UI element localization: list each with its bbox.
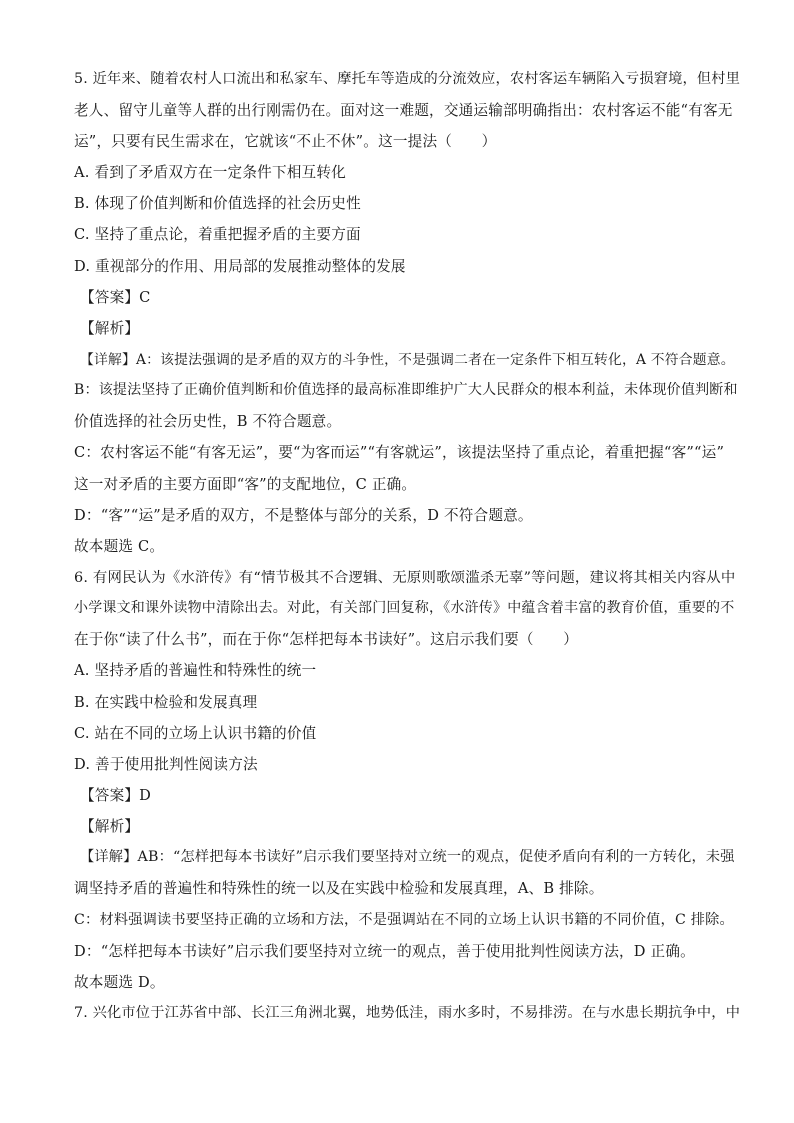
q6-stem-line-2: 小学课文和课外读物中清除出去。对此，有关部门回复称，《水浒传》中蕴含着丰富的教育价值，重要的不 xyxy=(74,600,735,616)
q5-answer: 【答案】C xyxy=(80,289,151,306)
q6-analysis-line-1: 【详解】AB：“怎样把每本书读好”启示我们要坚持对立统一的观点，促使矛盾向有利的一方转化，未强 xyxy=(80,849,735,865)
q7-stem-line-1: 7. 兴化市位于江苏省中部、长江三角洲北翼，地势低洼，雨水多时，不易排涝。在与水患长期抗争中，中 xyxy=(74,1005,741,1021)
q6-option-b: B. 在实践中检验和发展真理 xyxy=(74,694,258,711)
q6-option-c: C. 站在不同的立场上认识书籍的价值 xyxy=(74,725,317,742)
q5-analysis-label: 【解析】 xyxy=(80,320,140,337)
q6-analysis-label: 【解析】 xyxy=(80,818,140,835)
q5-option-b: B. 体现了价值判断和价值选择的社会历史性 xyxy=(74,195,361,212)
q6-stem-line-3: 在于你“读了什么书”，而在于你“怎样把每本书读好”。这启示我们要（ ） xyxy=(74,631,579,648)
q5-stem-line-3: 运”，只要有民生需求在，它就该“不止不休”。这一提法（ ） xyxy=(74,133,497,150)
q6-analysis-line-3: C：材料强调读书要坚持正确的立场和方法，不是强调站在不同的立场上认识书籍的不同价值，C 排除。 xyxy=(74,912,734,928)
q5-option-d: D. 重视部分的作用、用局部的发展推动整体的发展 xyxy=(74,258,406,275)
q6-stem-line-1: 6. 有网民认为《水浒传》有“情节极其不合逻辑、无原则歌颂滥杀无辜”等问题，建议将其相关内容从中 xyxy=(74,570,736,586)
q6-conclusion: 故本题选 D。 xyxy=(74,974,165,991)
q5-option-a: A. 看到了矛盾双方在一定条件下相互转化 xyxy=(74,164,346,181)
q5-stem-line-1: 5. 近年来、随着农村人口流出和私家车、摩托车等造成的分流效应，农村客运车辆陷入亏损窘境，但村里 xyxy=(74,71,741,87)
q5-option-c: C. 坚持了重点论，着重把握矛盾的主要方面 xyxy=(74,226,361,243)
q5-analysis-line-5: 这一对矛盾的主要方面即“客”的支配地位，C 正确。 xyxy=(74,476,417,493)
q6-analysis-line-2: 调坚持矛盾的普遍性和特殊性的统一以及在实践中检验和发展真理，A、B 排除。 xyxy=(74,880,604,897)
q6-answer: 【答案】D xyxy=(80,787,152,804)
q5-analysis-line-3: 价值选择的社会历史性，B 不符合题意。 xyxy=(74,413,342,430)
q5-analysis-line-4: C：农村客运不能“有客无运”，要“为客而运”“有客就运”，该提法坚持了重点论，着重把握“客”“运” xyxy=(74,444,725,461)
q5-analysis-line-1: 【详解】A：该提法强调的是矛盾的双方的斗争性，不是强调二者在一定条件下相互转化，A 不符合题意。 xyxy=(80,352,735,368)
q5-analysis-line-2: B：该提法坚持了正确价值判断和价值选择的最高标准即维护广大人民群众的根本利益，未体现价值判断和 xyxy=(74,382,738,398)
q6-option-a: A. 坚持矛盾的普遍性和特殊性的统一 xyxy=(74,662,317,679)
q6-analysis-line-4: D：“怎样把每本书读好”启示我们要坚持对立统一的观点，善于使用批判性阅读方法，D 正确。 xyxy=(74,943,695,960)
q5-stem-line-2: 老人、留守儿童等人群的出行刚需仍在。面对这一难题，交通运输部明确指出：农村客运不能“有客无 xyxy=(74,102,733,119)
q6-option-d: D. 善于使用批判性阅读方法 xyxy=(74,756,258,773)
q5-conclusion: 故本题选 C。 xyxy=(74,538,165,555)
q5-analysis-line-6: D：“客”“运”是矛盾的双方，不是整体与部分的关系，D 不符合题意。 xyxy=(74,507,533,524)
